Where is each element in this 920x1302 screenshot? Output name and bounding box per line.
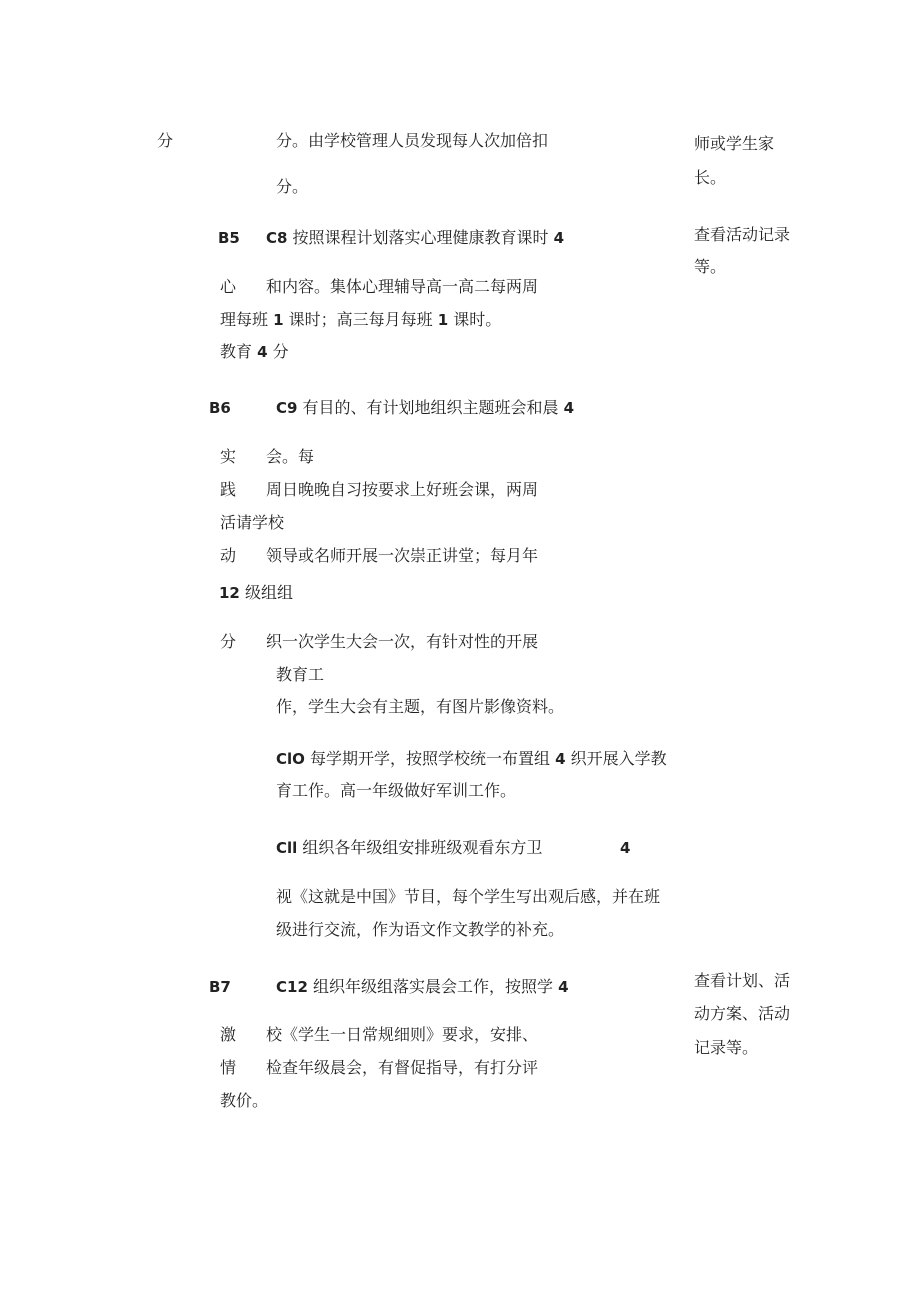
b5-line-3-d: 1: [437, 311, 449, 329]
b6-col-dong: 动: [220, 546, 237, 565]
b6-c9-score: 4: [563, 399, 575, 417]
b6-text-zuo: 作，学生大会有主题，有图片影像资料。: [276, 697, 565, 716]
b5-c8-score: 4: [553, 229, 565, 247]
b6-text-ling: 领导或名师开展一次崇正讲堂；每月年: [266, 546, 539, 565]
b7-col-ji: 激: [220, 1025, 237, 1044]
b5-line-3-b: 1: [273, 311, 284, 329]
b5-col-xin: 心: [220, 277, 237, 296]
b6-c11-code: Cll: [276, 839, 298, 857]
b6-line-huo: 活请学校: [220, 513, 285, 532]
b6-line-12: [219, 583, 293, 603]
b5-line-4-c: 分: [272, 342, 289, 361]
b6-c9-text: 有目的、有计划地组织主题班会和晨: [302, 398, 559, 417]
top-line-1: 分。由学校管理人员发现每人次加倍扣: [276, 131, 549, 150]
b5-c8-code: C8: [266, 229, 288, 247]
b5-line-3: [220, 310, 501, 330]
b6-c9-line: [276, 398, 574, 418]
b6-col-fen: 分: [220, 632, 237, 651]
b6-c11-score: 4: [620, 839, 631, 857]
b6-text-jiao: 教育工: [276, 665, 325, 684]
b6-c11-line-2: 视《这就是中国》节目，每个学生写出观后感，并在班: [276, 887, 661, 906]
b6-c11-line: [276, 838, 542, 858]
b5-line-4-b: 4: [257, 343, 268, 361]
b6-line-12-a: 12: [219, 584, 240, 602]
b6-c10-text-b: 织开展入学教: [570, 749, 667, 768]
b7-c12-score: 4: [558, 978, 569, 996]
b7-right-2: 动方案、活动: [694, 1004, 791, 1023]
top-fen-label: 分: [157, 131, 174, 150]
top-right-2: 长。: [694, 168, 727, 187]
b7-text-xiao: 校《学生一日常规细则》要求，安排、: [266, 1025, 539, 1044]
b5-c8-line: [266, 228, 564, 248]
b6-c10-code: ClO: [276, 750, 305, 768]
b5-line-4: [220, 342, 289, 362]
b6-c10-line-2: 育工作。高一年级做好军训工作。: [276, 781, 517, 800]
b5-code: B5: [218, 229, 240, 247]
b5-line-3-c: 课时；高三每月每班: [288, 310, 433, 329]
b7-right-1: 查看计划、活: [694, 971, 791, 990]
b6-c11-line-3: 级进行交流，作为语文作文教学的补充。: [276, 920, 565, 939]
b6-c10-line: [276, 749, 667, 769]
b7-c12-line: [276, 977, 569, 997]
b7-c12-text: 组织年级组落实晨会工作，按照学: [312, 977, 553, 996]
b7-right-3: 记录等。: [694, 1038, 759, 1057]
b6-c9-code: C9: [276, 399, 298, 417]
b6-col-jian: 践: [220, 480, 237, 499]
b5-line-4-a: 教育: [220, 342, 253, 361]
b6-text-zhi: 织一次学生大会一次，有针对性的开展: [266, 632, 539, 651]
b7-code: B7: [209, 978, 231, 996]
b7-col-qing: 情: [220, 1058, 237, 1077]
b6-c10-score: 4: [555, 750, 566, 768]
b5-right-2: 等。: [694, 257, 727, 276]
top-right-1: 师或学生家: [694, 134, 775, 153]
b6-col-shi: 实: [220, 447, 237, 466]
b6-text-zhou: 周日晚晚自习按要求上好班会课，两周: [266, 480, 539, 499]
b5-right-1: 查看活动记录: [694, 225, 791, 244]
b6-line-12-b: 级组组: [244, 583, 293, 602]
b6-code: B6: [209, 399, 231, 417]
b5-line-2: 和内容。集体心理辅导高一高二每两周: [266, 277, 539, 296]
b6-c10-text-a: 每学期开学，按照学校统一布置组: [310, 749, 551, 768]
b7-line-jiao: 教价。: [220, 1091, 269, 1110]
b6-c11-text: 组织各年级组安排班级观看东方卫: [302, 838, 543, 857]
b5-line-3-e: 课时。: [453, 310, 502, 329]
b5-line-3-a: 理每班: [220, 310, 269, 329]
top-line-2: 分。: [276, 177, 309, 196]
b5-c8-text: 按照课程计划落实心理健康教育课时: [292, 228, 549, 247]
b6-text-hui: 会。每: [266, 447, 315, 466]
b7-text-jian: 检查年级晨会，有督促指导，有打分评: [266, 1058, 539, 1077]
b7-c12-code: C12: [276, 978, 308, 996]
